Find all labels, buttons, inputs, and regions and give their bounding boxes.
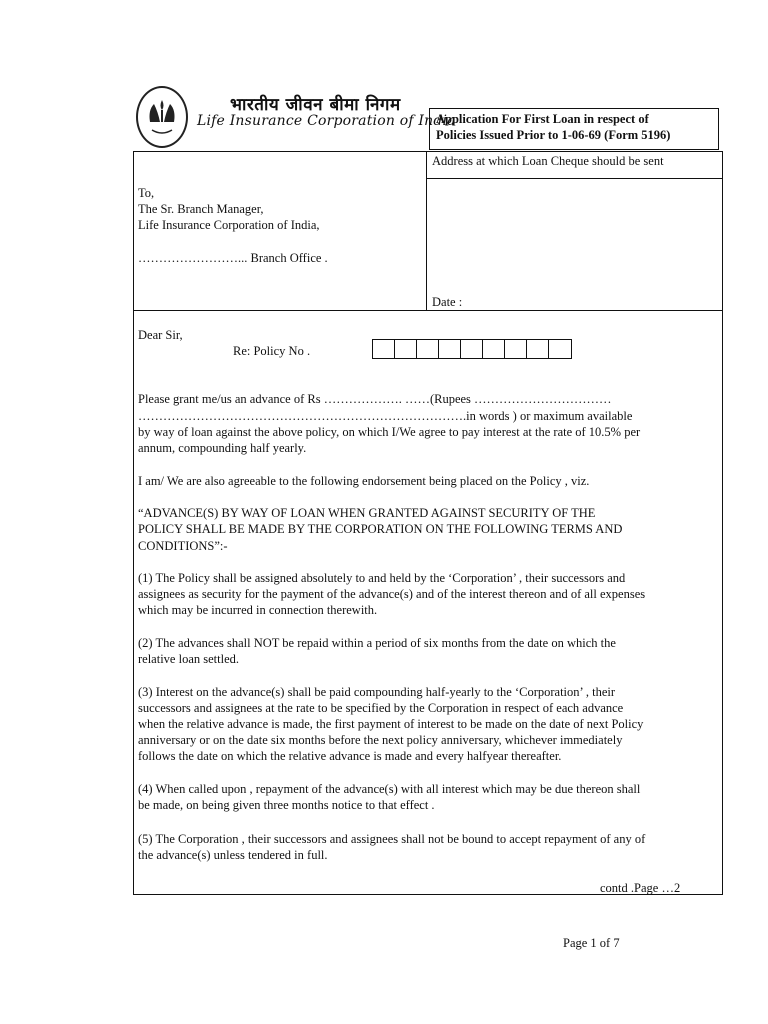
term-1-line-1: (1) The Policy shall be assigned absolutely to and held by the ‘Corporation’ , their successors and bbox=[138, 571, 626, 585]
date-label[interactable]: Date : bbox=[432, 295, 463, 309]
branch-manager-line: The Sr. Branch Manager, bbox=[138, 202, 264, 216]
continued-label: contd .Page …2 bbox=[600, 881, 681, 895]
lic-hands-lamp-icon bbox=[142, 92, 182, 142]
policy-number-boxes[interactable] bbox=[372, 339, 572, 359]
cheque-address-label: Address at which Loan Cheque should be sent bbox=[432, 154, 664, 168]
term-3-line-3: when the relative advance is made, the first payment of interest to be made on the date of next Policy bbox=[138, 717, 644, 731]
re-policy-label: Re: Policy No . bbox=[233, 344, 311, 358]
salutation: Dear Sir, bbox=[138, 328, 183, 342]
address-section-bottom bbox=[133, 310, 723, 311]
policy-digit-box[interactable] bbox=[417, 340, 439, 358]
hindi-company-name: भारतीय जीवन बीमा निगम bbox=[230, 95, 401, 115]
cheque-address-underline bbox=[426, 178, 723, 179]
term-3-line-5: follows the date on which the relative advance is made and every halfyear thereafter. bbox=[138, 749, 562, 763]
form-title-line1: Application For First Loan in respect of bbox=[436, 112, 649, 126]
grant-line-3: by way of loan against the above policy, on which I/We agree to pay interest at the rate of 10.5% per bbox=[138, 425, 641, 439]
address-divider bbox=[426, 151, 427, 310]
term-5-line-2: the advance(s) unless tendered in full. bbox=[138, 848, 328, 862]
branch-office-line[interactable]: ……………………... Branch Office . bbox=[138, 251, 328, 265]
policy-digit-box[interactable] bbox=[549, 340, 571, 358]
term-1-line-3: which may be incurred in connection therewith. bbox=[138, 603, 378, 617]
caps-line-1: “ADVANCE(S) BY WAY OF LOAN WHEN GRANTED AGAINST SECURITY OF THE bbox=[138, 506, 596, 520]
term-4-line-2: be made, on being given three months notice to that effect . bbox=[138, 798, 435, 812]
caps-line-2: POLICY SHALL BE MADE BY THE CORPORATION ON THE FOLLOWING TERMS AND bbox=[138, 522, 623, 536]
policy-digit-box[interactable] bbox=[505, 340, 527, 358]
term-5-line-1: (5) The Corporation , their successors and assignees shall not be bound to accept repayment of any of bbox=[138, 832, 646, 846]
term-3-line-2: successors and assignees at the rate to be specified by the Corporation in respect of each advance bbox=[138, 701, 624, 715]
caps-line-3: CONDITIONS”:- bbox=[138, 539, 228, 553]
page-number: Page 1 of 7 bbox=[563, 936, 620, 950]
form-title-line2: Policies Issued Prior to 1-06-69 (Form 5196) bbox=[436, 128, 671, 142]
agree-line: I am/ We are also agreeable to the following endorsement being placed on the Policy , viz. bbox=[138, 474, 590, 488]
policy-digit-box[interactable] bbox=[439, 340, 461, 358]
grant-line-4: annum, compounding half yearly. bbox=[138, 441, 307, 455]
term-2-line-1: (2) The advances shall NOT be repaid within a period of six months from the date on which the bbox=[138, 636, 616, 650]
term-1-line-2: assignees as security for the payment of the advance(s) and of the interest thereon and of all expenses bbox=[138, 587, 646, 601]
term-3-line-4: anniversary or on the date six months before the next policy anniversary, whichever immediately bbox=[138, 733, 623, 747]
term-4-line-1: (4) When called upon , repayment of the advance(s) with all interest which may be due thereon shall bbox=[138, 782, 641, 796]
grant-line-1: Please grant me/us an advance of Rs ………………. ……(Rupees …………………………… bbox=[138, 392, 612, 406]
to-label: To, bbox=[138, 186, 155, 200]
term-3-line-1: (3) Interest on the advance(s) shall be paid compounding half-yearly to the ‘Corporation’ , their bbox=[138, 685, 616, 699]
policy-digit-box[interactable] bbox=[373, 340, 395, 358]
form-title-box bbox=[429, 108, 719, 150]
grant-line-2: …………………………………………………………………….in words ) or maximum available bbox=[138, 409, 633, 423]
english-company-name: Life Insurance Corporation of India bbox=[197, 113, 456, 129]
term-2-line-2: relative loan settled. bbox=[138, 652, 240, 666]
policy-digit-box[interactable] bbox=[527, 340, 549, 358]
policy-digit-box[interactable] bbox=[461, 340, 483, 358]
lic-logo bbox=[136, 86, 188, 148]
policy-digit-box[interactable] bbox=[395, 340, 417, 358]
corporation-line: Life Insurance Corporation of India, bbox=[138, 218, 320, 232]
policy-digit-box[interactable] bbox=[483, 340, 505, 358]
